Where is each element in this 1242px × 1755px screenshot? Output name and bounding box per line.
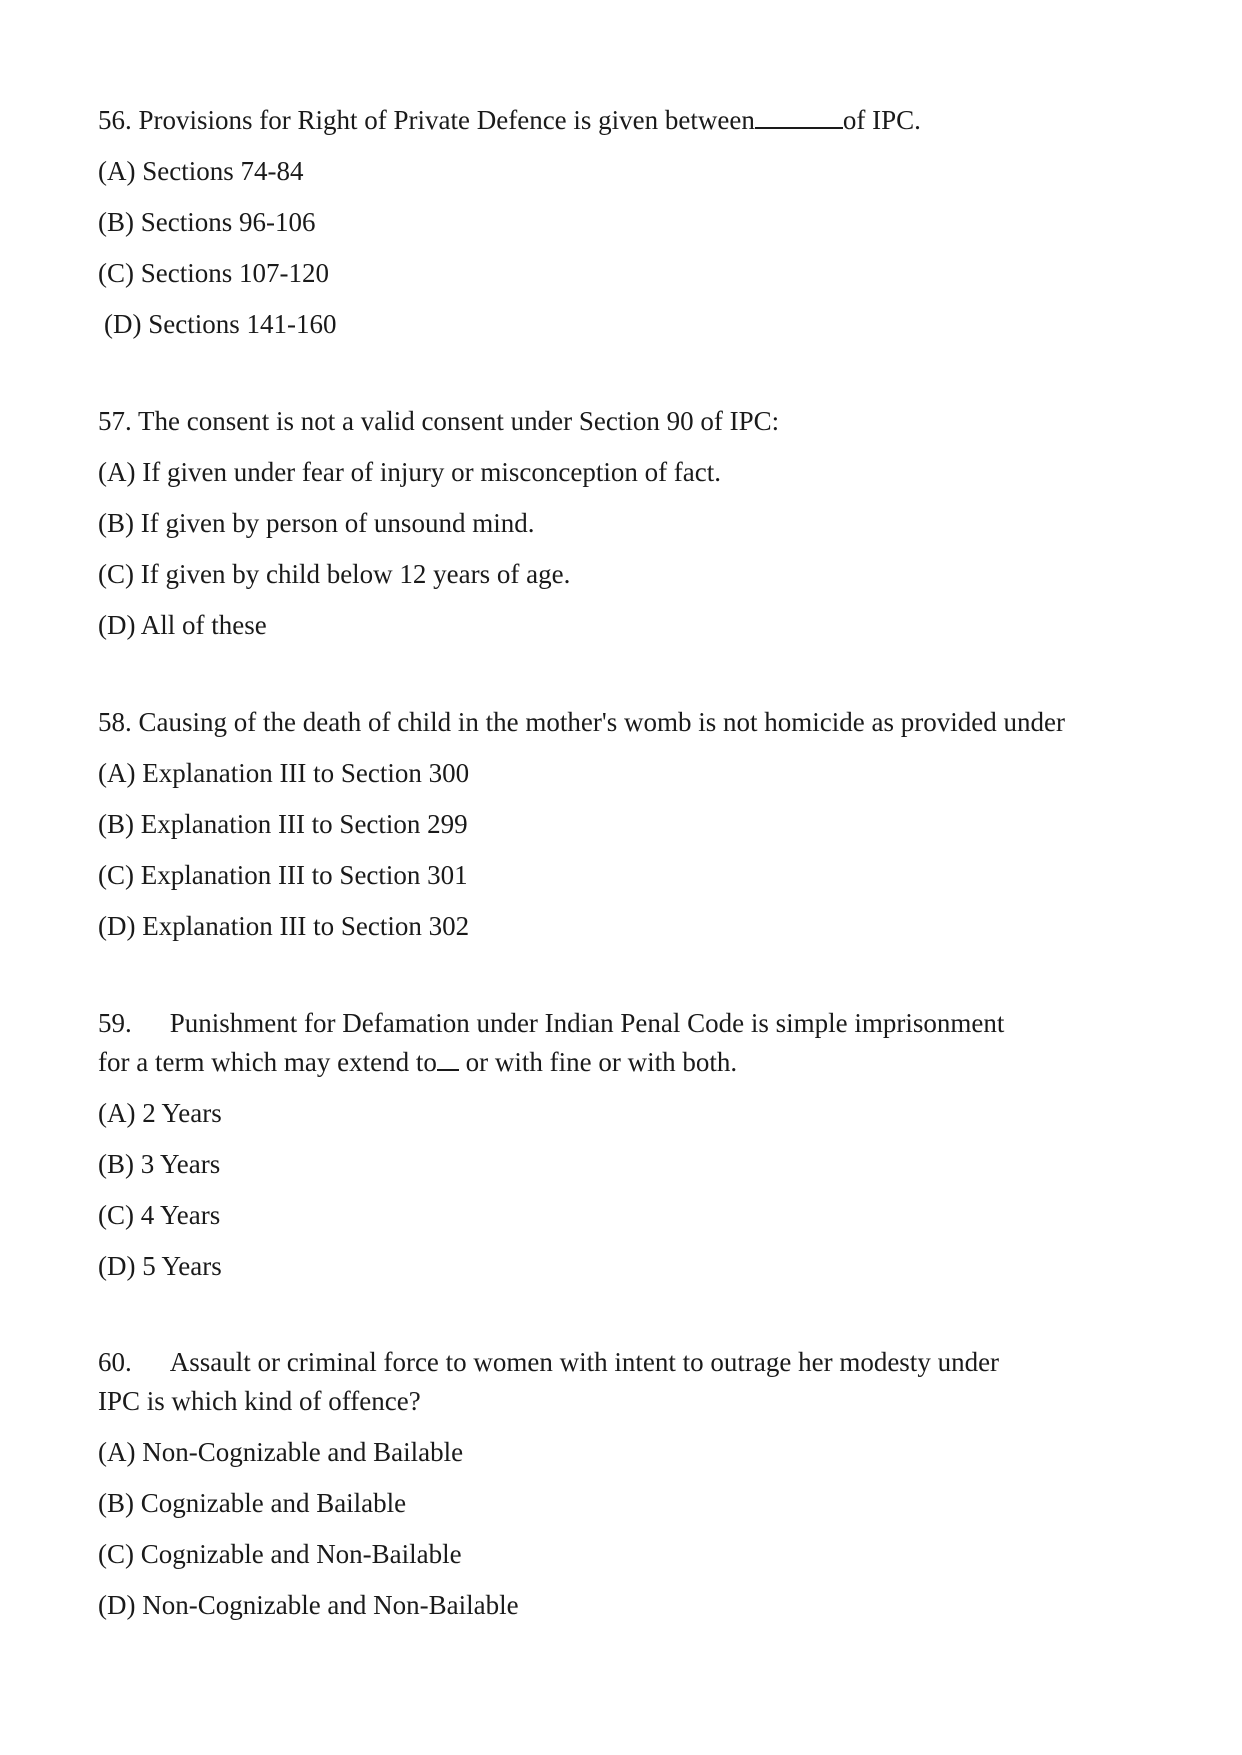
option-a: (A) Sections 74-84 bbox=[98, 156, 304, 186]
question-text-line-2 bbox=[98, 1043, 1178, 1082]
option-a: (A) Non-Cognizable and Bailable bbox=[98, 1437, 464, 1467]
options-list bbox=[98, 152, 1178, 356]
question-text-line-1 bbox=[98, 1004, 1178, 1043]
option-b: (B) Sections 96-106 bbox=[98, 207, 316, 237]
fill-blank bbox=[755, 127, 843, 129]
options-list bbox=[98, 1094, 1178, 1298]
question-text bbox=[98, 101, 1178, 140]
question-56 bbox=[98, 101, 1178, 356]
option-d: (D) Non-Cognizable and Non-Bailable bbox=[98, 1590, 519, 1620]
question-body-line-2: IPC is which kind of offence? bbox=[98, 1386, 421, 1416]
question-59 bbox=[98, 1004, 1178, 1298]
options-list bbox=[98, 754, 1178, 958]
option-a: (A) If given under fear of injury or misconception of fact. bbox=[98, 457, 722, 487]
question-body-line-1: Assault or criminal force to women with intent to outrage her modesty under bbox=[169, 1347, 1000, 1377]
question-body: The consent is not a valid consent under Section 90 of IPC: bbox=[138, 406, 780, 436]
option-d: (D) Explanation III to Section 302 bbox=[98, 911, 470, 941]
question-text bbox=[98, 703, 1178, 742]
question-body-line-1: Punishment for Defamation under Indian Penal Code is simple imprisonment bbox=[169, 1008, 1005, 1038]
question-number: 60. bbox=[98, 1347, 132, 1377]
question-number: 59. bbox=[98, 1008, 132, 1038]
question-number: 58. bbox=[98, 707, 132, 737]
fill-blank bbox=[437, 1069, 459, 1071]
question-text-line-1 bbox=[98, 1343, 1178, 1382]
question-58 bbox=[98, 703, 1178, 958]
options-list bbox=[98, 453, 1178, 657]
option-c: (C) Cognizable and Non-Bailable bbox=[98, 1539, 462, 1569]
question-number: 57. bbox=[98, 406, 132, 436]
option-c: (C) Explanation III to Section 301 bbox=[98, 860, 468, 890]
question-body: Causing of the death of child in the mother's womb is not homicide as provided under bbox=[138, 707, 1065, 737]
question-57 bbox=[98, 402, 1178, 657]
option-c: (C) Sections 107-120 bbox=[98, 258, 329, 288]
option-a: (A) Explanation III to Section 300 bbox=[98, 758, 470, 788]
option-c: (C) If given by child below 12 years of age. bbox=[98, 559, 571, 589]
question-60 bbox=[98, 1343, 1178, 1637]
option-d: (D) All of these bbox=[98, 610, 267, 640]
question-text-after-blank: or with fine or with both. bbox=[458, 1047, 738, 1077]
option-a: (A) 2 Years bbox=[98, 1098, 222, 1128]
option-d: (D) 5 Years bbox=[98, 1251, 222, 1281]
question-text-before-blank: for a term which may extend to bbox=[98, 1047, 437, 1077]
question-number: 56. bbox=[98, 105, 132, 135]
option-d: (D) Sections 141-160 bbox=[104, 309, 337, 339]
question-text-line-2 bbox=[98, 1382, 1178, 1421]
option-b: (B) Cognizable and Bailable bbox=[98, 1488, 407, 1518]
option-b: (B) If given by person of unsound mind. bbox=[98, 508, 535, 538]
option-b: (B) 3 Years bbox=[98, 1149, 221, 1179]
option-c: (C) 4 Years bbox=[98, 1200, 221, 1230]
question-text-after-blank: of IPC. bbox=[842, 105, 921, 135]
question-text-before-blank: Provisions for Right of Private Defence is given between bbox=[138, 105, 755, 135]
option-b: (B) Explanation III to Section 299 bbox=[98, 809, 468, 839]
question-text bbox=[98, 402, 1178, 441]
options-list bbox=[98, 1433, 1178, 1637]
